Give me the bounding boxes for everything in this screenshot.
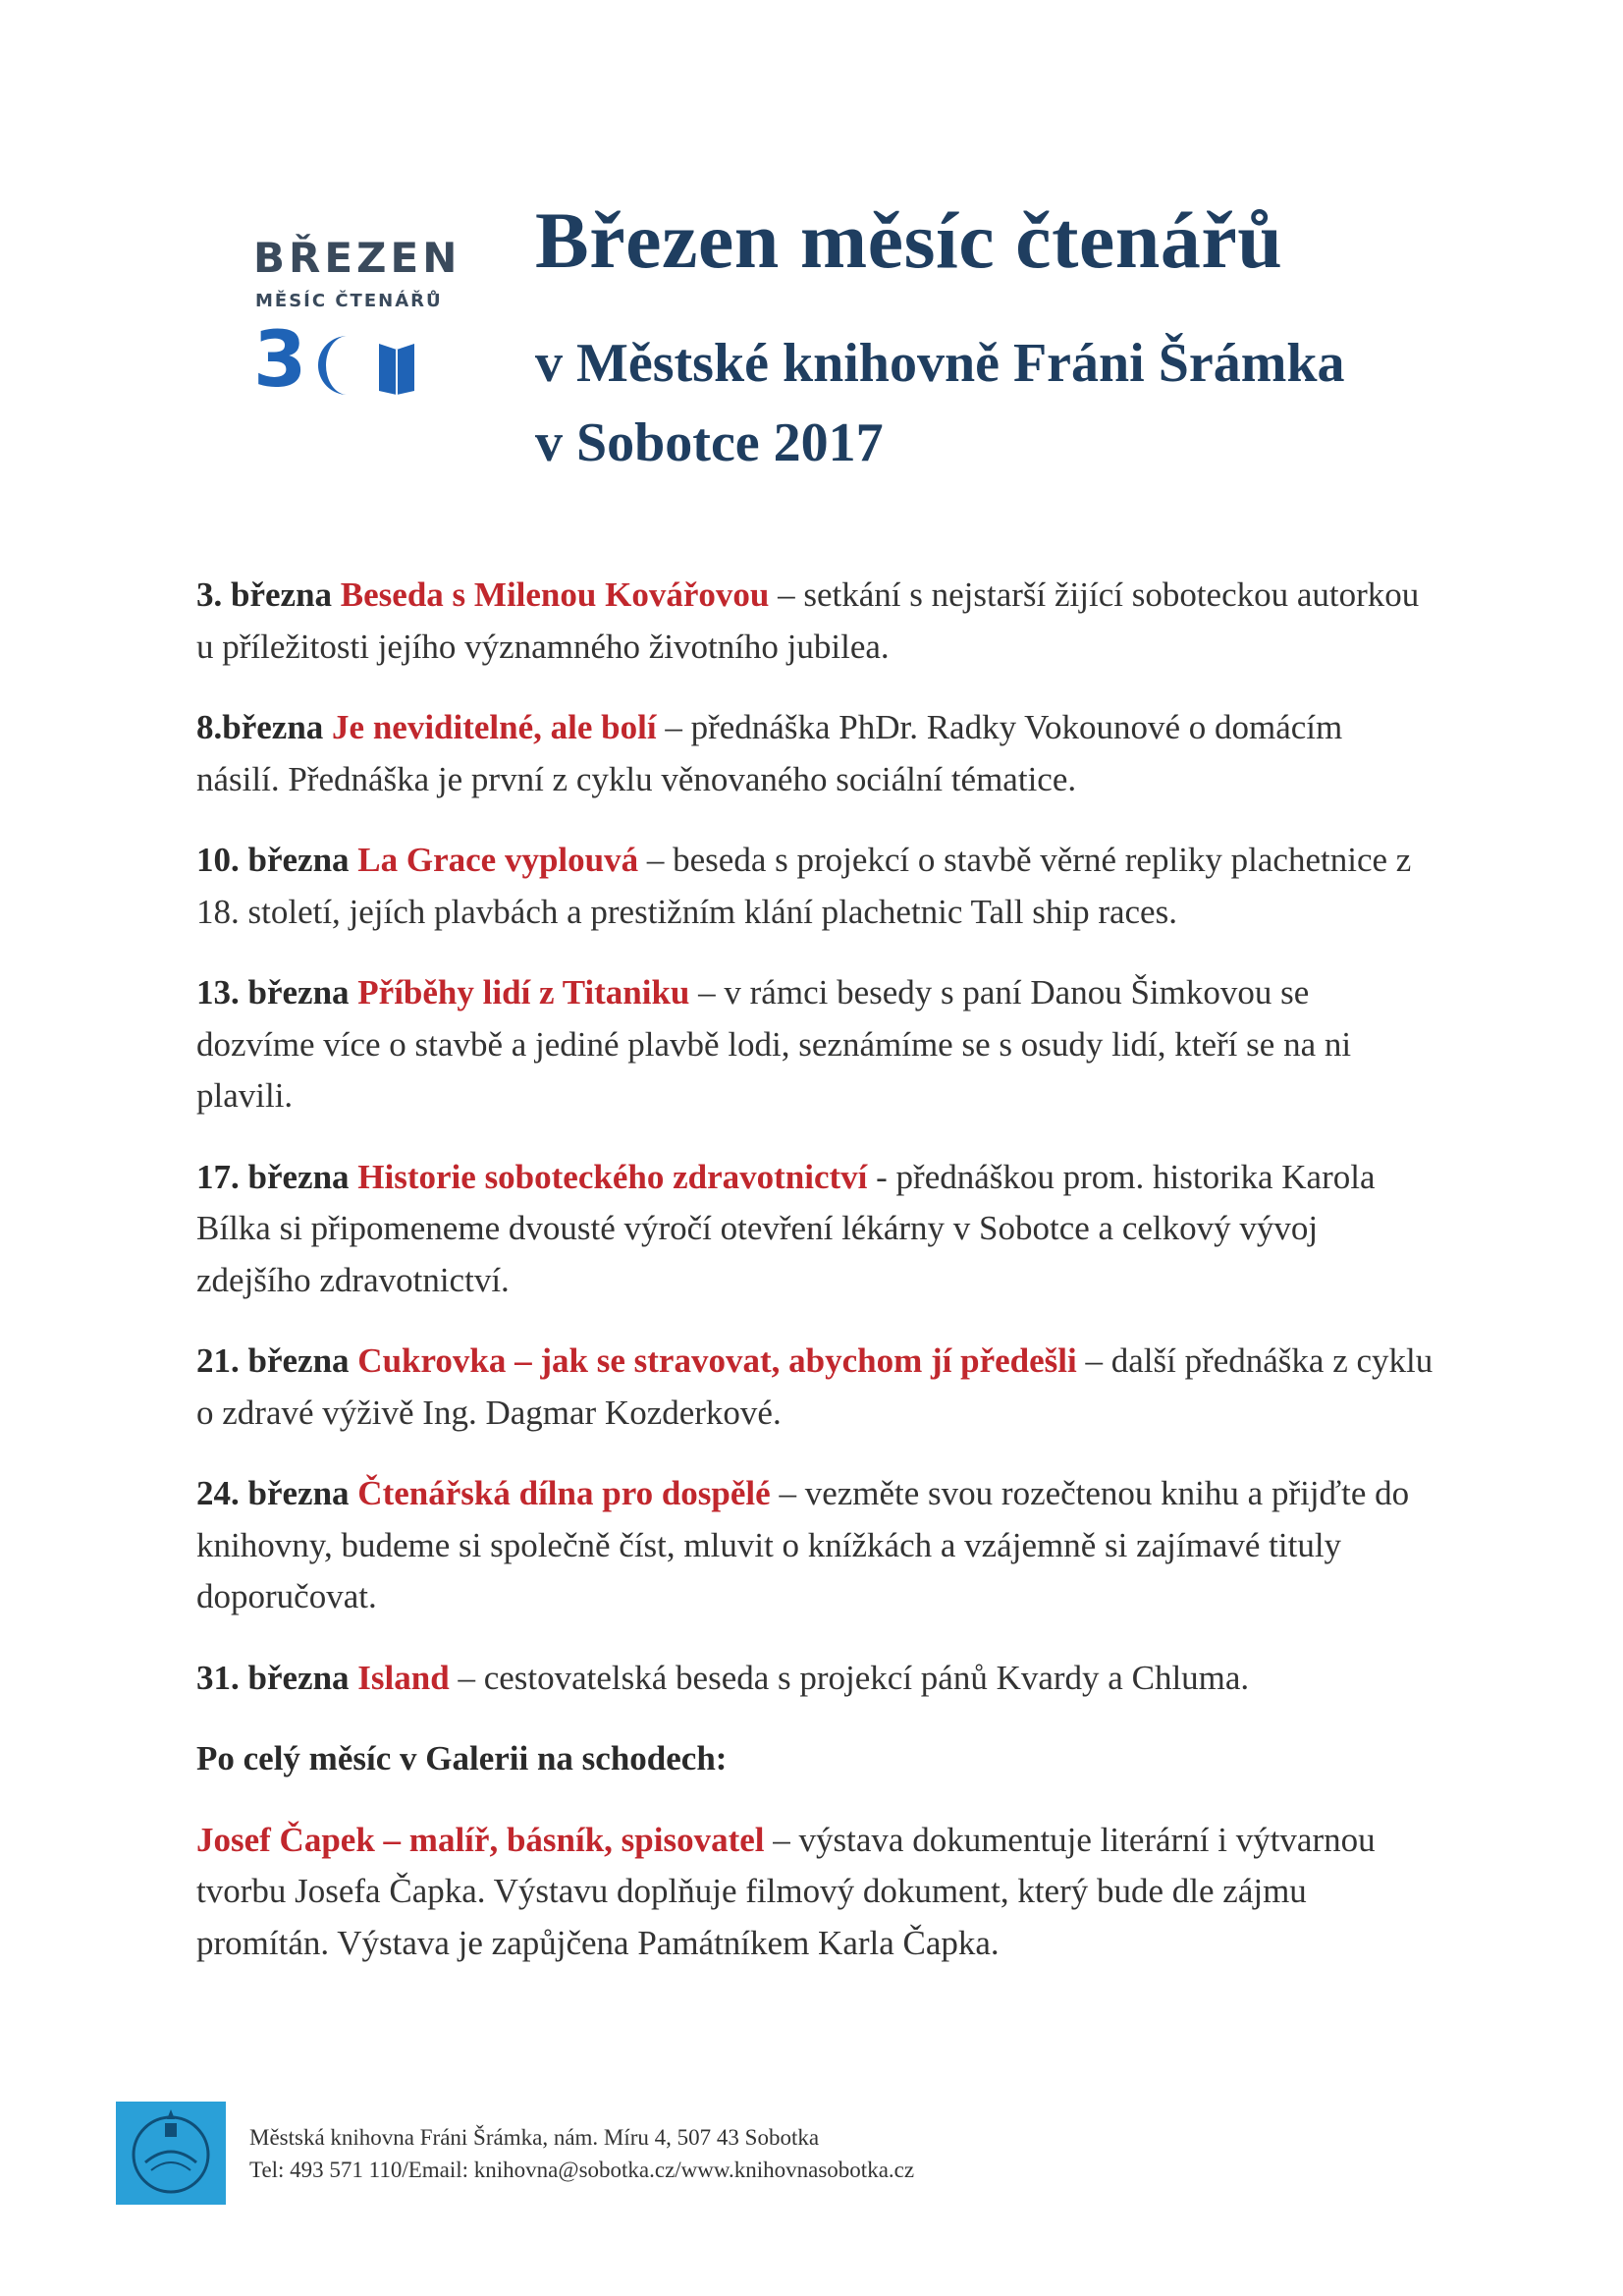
event-item xyxy=(196,967,1434,1122)
event-date: 8.března xyxy=(196,708,324,746)
moon-book-icon xyxy=(318,336,456,395)
exhibition-item xyxy=(196,1815,1434,1970)
subtitle-line-1: v Městské knihovně Fráni Šrámka xyxy=(535,333,1345,395)
event-description: – další přednáška z cyklu o zdravé výživě Ing. Dagmar Kozderkové. xyxy=(196,1341,1434,1432)
brezen-logo xyxy=(253,234,460,410)
event-title: Cukrovka – jak se stravovat, abychom jí předešli xyxy=(357,1341,1077,1380)
footer-address: Městská knihovna Fráni Šrámka, nám. Míru 4, 507 43 Sobotka xyxy=(249,2125,820,2150)
events-list xyxy=(196,570,1434,1969)
event-date: 31. března xyxy=(196,1658,350,1697)
event-date: 10. března xyxy=(196,841,350,879)
event-date: 24. března xyxy=(196,1474,350,1512)
event-item xyxy=(196,1336,1434,1439)
logo-subtitle: MĚSÍC ČTENÁŘŮ xyxy=(255,291,443,311)
exhibition-description: – výstava dokumentuje literární i výtvarnou tvorbu Josefa Čapka. Výstavu doplňuje filmový dokument, který bude dle zájmu promítán. Výstava je zapůjčena Památníkem Karla Čapka. xyxy=(196,1820,1376,1962)
logo-number: 3 xyxy=(253,316,307,405)
event-title: Příběhy lidí z Titaniku xyxy=(357,973,690,1011)
event-item xyxy=(196,1152,1434,1307)
event-title: Historie soboteckého zdravotnictví xyxy=(357,1157,868,1196)
page-title: Březen měsíc čtenářů xyxy=(535,195,1283,285)
page-subtitle xyxy=(535,324,1566,483)
library-logo xyxy=(116,2102,226,2205)
logo-word: BŘEZEN xyxy=(253,234,461,282)
event-description: – setkání s nejstarší žijící soboteckou autorkou u příležitosti jejího významného životního jubilea. xyxy=(196,575,1420,666)
event-description: – vezměte svou rozečtenou knihu a přijďte do knihovny, budeme si společně číst, mluvit o knížkách a vzájemně si zajímavé tituly doporučovat. xyxy=(196,1474,1410,1615)
footer xyxy=(116,2102,1294,2210)
event-description: – přednáška PhDr. Radky Vokounové o domácím násilí. Přednáška je první z cyklu věnovaného sociální tématice. xyxy=(196,708,1343,798)
event-date: 17. března xyxy=(196,1157,350,1196)
event-title: Beseda s Milenou Kovářovou xyxy=(340,575,770,614)
event-title: Čtenářská dílna pro dospělé xyxy=(357,1474,771,1512)
event-description: – beseda s projekcí o stavbě věrné repliky plachetnice z 18. století, jejích plavbách a prestižním klání plachetnic Tall ship races. xyxy=(196,841,1412,931)
gallery-heading: Po celý měsíc v Galerii na schodech: xyxy=(196,1739,728,1777)
event-description: – cestovatelská beseda s projekcí pánů Kvardy a Chluma. xyxy=(449,1658,1250,1697)
subtitle-line-2: v Sobotce 2017 xyxy=(535,412,884,474)
title-block xyxy=(535,196,1566,484)
event-date: 3. března xyxy=(196,575,333,614)
event-date: 21. března xyxy=(196,1341,350,1380)
library-emblem-icon xyxy=(116,2102,226,2205)
event-item xyxy=(196,702,1434,805)
event-item xyxy=(196,1653,1434,1705)
event-description: – v rámci besedy s paní Danou Šimkovou se dozvíme více o stavbě a jediné plavbě lodi, seznámíme se s osudy lidí, kteří se na ni plavili. xyxy=(196,973,1352,1115)
event-date: 13. března xyxy=(196,973,350,1011)
footer-contact xyxy=(249,2121,914,2187)
event-title: Island xyxy=(357,1658,450,1697)
footer-contacts-line: Tel: 493 571 110/Email: knihovna@sobotka.cz/www.knihovnasobotka.cz xyxy=(249,2158,915,2183)
exhibition-title: Josef Čapek – malíř, básník, spisovatel xyxy=(196,1820,765,1859)
event-title: La Grace vyplouvá xyxy=(357,841,639,879)
event-description: - přednáškou prom. historika Karola Bílka si připomeneme dvousté výročí otevření lékárny v Sobotce a celkový vývoj zdejšího zdravotnictví. xyxy=(196,1157,1376,1299)
event-item xyxy=(196,1468,1434,1623)
event-item xyxy=(196,570,1434,673)
event-item xyxy=(196,835,1434,938)
event-title: Je neviditelné, ale bolí xyxy=(332,708,657,746)
